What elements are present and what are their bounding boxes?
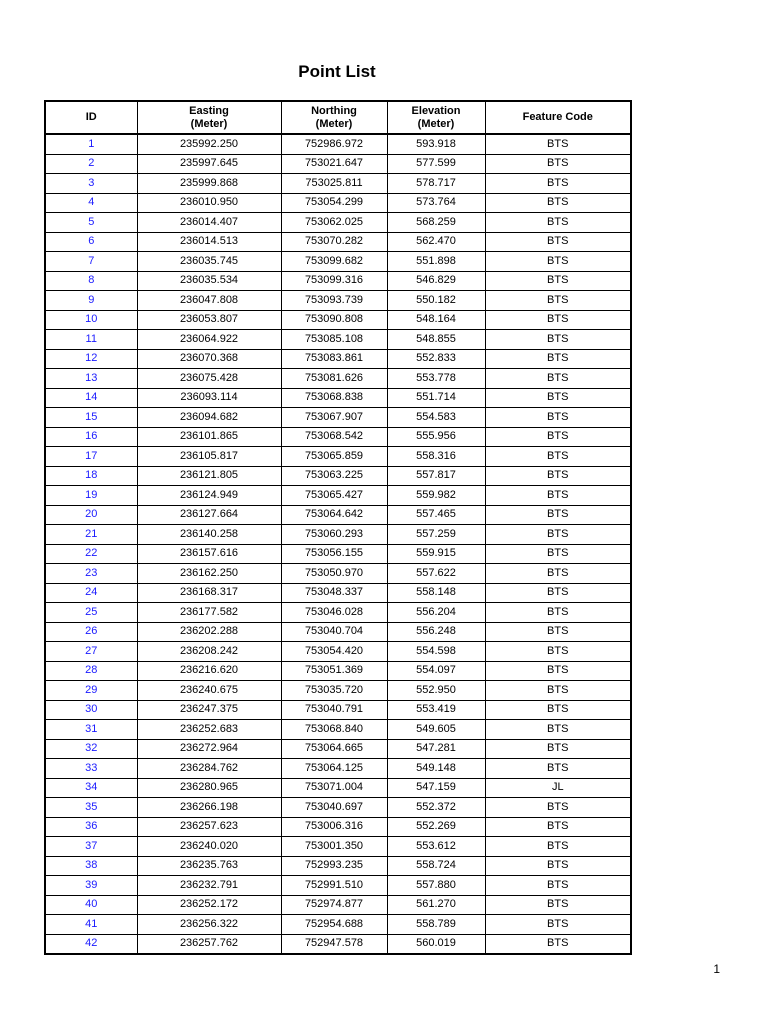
point-id-cell: 20 [45, 505, 137, 525]
table-row [45, 720, 631, 740]
easting-cell: 236256.322 [137, 915, 281, 935]
feature-code-cell: BTS [485, 310, 631, 330]
feature-code-cell: BTS [485, 349, 631, 369]
elevation-cell: 558.724 [387, 856, 485, 876]
easting-cell: 235997.645 [137, 154, 281, 174]
point-list-table [44, 100, 632, 955]
table-row [45, 525, 631, 545]
feature-code-cell: BTS [485, 291, 631, 311]
northing-cell: 753065.427 [281, 486, 387, 506]
header-northing-label: Northing [311, 104, 357, 117]
easting-cell: 236247.375 [137, 700, 281, 720]
point-id-cell: 37 [45, 837, 137, 857]
table-row [45, 427, 631, 447]
table-row [45, 583, 631, 603]
elevation-cell: 558.316 [387, 447, 485, 467]
easting-cell: 236121.805 [137, 466, 281, 486]
point-id-cell: 32 [45, 739, 137, 759]
elevation-cell: 547.281 [387, 739, 485, 759]
easting-cell: 236035.745 [137, 252, 281, 272]
feature-code-cell: BTS [485, 700, 631, 720]
northing-cell: 753040.704 [281, 622, 387, 642]
feature-code-cell: BTS [485, 154, 631, 174]
easting-cell: 236202.288 [137, 622, 281, 642]
point-id-cell: 26 [45, 622, 137, 642]
elevation-cell: 559.915 [387, 544, 485, 564]
easting-cell: 236177.582 [137, 603, 281, 623]
northing-cell: 753056.155 [281, 544, 387, 564]
elevation-cell: 551.898 [387, 252, 485, 272]
northing-cell: 753064.665 [281, 739, 387, 759]
elevation-cell: 552.950 [387, 681, 485, 701]
feature-code-cell: BTS [485, 603, 631, 623]
table-row [45, 134, 631, 154]
northing-cell: 752986.972 [281, 134, 387, 154]
table-row [45, 661, 631, 681]
northing-cell: 753081.626 [281, 369, 387, 389]
easting-cell: 235999.868 [137, 174, 281, 194]
point-id-cell: 1 [45, 134, 137, 154]
table-row [45, 739, 631, 759]
elevation-cell: 568.259 [387, 213, 485, 233]
feature-code-cell: BTS [485, 486, 631, 506]
elevation-cell: 552.833 [387, 349, 485, 369]
table-row [45, 447, 631, 467]
point-id-cell: 8 [45, 271, 137, 291]
table-row [45, 817, 631, 837]
point-id-cell: 41 [45, 915, 137, 935]
table-row [45, 915, 631, 935]
feature-code-cell: BTS [485, 915, 631, 935]
elevation-cell: 561.270 [387, 895, 485, 915]
elevation-cell: 578.717 [387, 174, 485, 194]
elevation-cell: 549.148 [387, 759, 485, 779]
feature-code-cell: BTS [485, 661, 631, 681]
easting-cell: 236257.623 [137, 817, 281, 837]
point-id-cell: 30 [45, 700, 137, 720]
header-feature-code-label: Feature Code [522, 111, 593, 123]
header-id-label: ID [85, 111, 97, 123]
table-row [45, 388, 631, 408]
point-id-cell: 38 [45, 856, 137, 876]
northing-cell: 752947.578 [281, 934, 387, 954]
feature-code-cell: BTS [485, 252, 631, 272]
northing-cell: 753025.811 [281, 174, 387, 194]
easting-cell: 236105.817 [137, 447, 281, 467]
point-id-cell: 21 [45, 525, 137, 545]
point-id-cell: 4 [45, 193, 137, 213]
feature-code-cell: BTS [485, 739, 631, 759]
easting-cell: 236280.965 [137, 778, 281, 798]
easting-cell: 236266.198 [137, 798, 281, 818]
point-id-cell: 17 [45, 447, 137, 467]
northing-cell: 753040.791 [281, 700, 387, 720]
table-row [45, 252, 631, 272]
northing-cell: 753035.720 [281, 681, 387, 701]
easting-cell: 236272.964 [137, 739, 281, 759]
header-id [45, 101, 137, 134]
northing-cell: 753090.808 [281, 310, 387, 330]
easting-cell: 236124.949 [137, 486, 281, 506]
table-row [45, 486, 631, 506]
elevation-cell: 553.419 [387, 700, 485, 720]
table-row [45, 856, 631, 876]
table-row [45, 232, 631, 252]
feature-code-cell: BTS [485, 681, 631, 701]
page-number: 1 [713, 962, 720, 976]
table-row [45, 213, 631, 233]
northing-cell: 753099.316 [281, 271, 387, 291]
feature-code-cell: BTS [485, 564, 631, 584]
point-id-cell: 11 [45, 330, 137, 350]
easting-cell: 236064.922 [137, 330, 281, 350]
northing-cell: 753085.108 [281, 330, 387, 350]
elevation-cell: 550.182 [387, 291, 485, 311]
elevation-cell: 556.248 [387, 622, 485, 642]
table-row [45, 778, 631, 798]
elevation-cell: 546.829 [387, 271, 485, 291]
point-id-cell: 2 [45, 154, 137, 174]
feature-code-cell: BTS [485, 544, 631, 564]
feature-code-cell: BTS [485, 876, 631, 896]
easting-cell: 236235.763 [137, 856, 281, 876]
table-row [45, 564, 631, 584]
easting-cell: 236208.242 [137, 642, 281, 662]
feature-code-cell: BTS [485, 427, 631, 447]
table-row [45, 408, 631, 428]
northing-cell: 753051.369 [281, 661, 387, 681]
point-id-cell: 40 [45, 895, 137, 915]
easting-cell: 236093.114 [137, 388, 281, 408]
table-body [45, 134, 631, 954]
feature-code-cell: BTS [485, 642, 631, 662]
feature-code-cell: BTS [485, 622, 631, 642]
elevation-cell: 557.880 [387, 876, 485, 896]
header-feature-code [485, 101, 631, 134]
easting-cell: 236252.172 [137, 895, 281, 915]
elevation-cell: 551.714 [387, 388, 485, 408]
table-row [45, 700, 631, 720]
point-id-cell: 34 [45, 778, 137, 798]
easting-cell: 236047.808 [137, 291, 281, 311]
table-row [45, 271, 631, 291]
elevation-cell: 555.956 [387, 427, 485, 447]
easting-cell: 236140.258 [137, 525, 281, 545]
northing-cell: 753064.125 [281, 759, 387, 779]
table-row [45, 642, 631, 662]
header-easting-unit: (Meter) [190, 117, 228, 130]
header-elevation-unit: (Meter) [417, 117, 455, 130]
elevation-cell: 548.164 [387, 310, 485, 330]
easting-cell: 236240.020 [137, 837, 281, 857]
point-id-cell: 6 [45, 232, 137, 252]
feature-code-cell: BTS [485, 759, 631, 779]
easting-cell: 236257.762 [137, 934, 281, 954]
feature-code-cell: BTS [485, 369, 631, 389]
feature-code-cell: BTS [485, 134, 631, 154]
table-row [45, 154, 631, 174]
easting-cell: 235992.250 [137, 134, 281, 154]
feature-code-cell: BTS [485, 798, 631, 818]
header-northing-unit: (Meter) [315, 117, 353, 130]
table-row [45, 603, 631, 623]
northing-cell: 753040.697 [281, 798, 387, 818]
northing-cell: 752954.688 [281, 915, 387, 935]
easting-cell: 236053.807 [137, 310, 281, 330]
northing-cell: 753099.682 [281, 252, 387, 272]
header-easting [137, 101, 281, 134]
northing-cell: 753083.861 [281, 349, 387, 369]
feature-code-cell: BTS [485, 174, 631, 194]
easting-cell: 236070.368 [137, 349, 281, 369]
elevation-cell: 554.598 [387, 642, 485, 662]
table-row [45, 369, 631, 389]
feature-code-cell: BTS [485, 817, 631, 837]
northing-cell: 753064.642 [281, 505, 387, 525]
easting-cell: 236162.250 [137, 564, 281, 584]
feature-code-cell: BTS [485, 856, 631, 876]
point-id-cell: 25 [45, 603, 137, 623]
elevation-cell: 548.855 [387, 330, 485, 350]
elevation-cell: 593.918 [387, 134, 485, 154]
easting-cell: 236101.865 [137, 427, 281, 447]
feature-code-cell: BTS [485, 525, 631, 545]
easting-cell: 236075.428 [137, 369, 281, 389]
feature-code-cell: BTS [485, 408, 631, 428]
elevation-cell: 558.789 [387, 915, 485, 935]
easting-cell: 236035.534 [137, 271, 281, 291]
point-id-cell: 3 [45, 174, 137, 194]
feature-code-cell: BTS [485, 837, 631, 857]
feature-code-cell: BTS [485, 447, 631, 467]
feature-code-cell: BTS [485, 720, 631, 740]
point-id-cell: 42 [45, 934, 137, 954]
easting-cell: 236127.664 [137, 505, 281, 525]
northing-cell: 753093.739 [281, 291, 387, 311]
point-id-cell: 7 [45, 252, 137, 272]
northing-cell: 753001.350 [281, 837, 387, 857]
northing-cell: 753070.282 [281, 232, 387, 252]
elevation-cell: 559.982 [387, 486, 485, 506]
point-id-cell: 29 [45, 681, 137, 701]
elevation-cell: 573.764 [387, 193, 485, 213]
northing-cell: 753054.420 [281, 642, 387, 662]
point-id-cell: 28 [45, 661, 137, 681]
point-id-cell: 16 [45, 427, 137, 447]
table-row [45, 193, 631, 213]
point-id-cell: 36 [45, 817, 137, 837]
northing-cell: 753050.970 [281, 564, 387, 584]
point-id-cell: 12 [45, 349, 137, 369]
elevation-cell: 549.605 [387, 720, 485, 740]
header-elevation-label: Elevation [411, 104, 461, 117]
point-id-cell: 13 [45, 369, 137, 389]
easting-cell: 236284.762 [137, 759, 281, 779]
table-row [45, 895, 631, 915]
table-row [45, 934, 631, 954]
northing-cell: 752974.877 [281, 895, 387, 915]
easting-cell: 236216.620 [137, 661, 281, 681]
table-row [45, 505, 631, 525]
elevation-cell: 557.817 [387, 466, 485, 486]
point-id-cell: 9 [45, 291, 137, 311]
northing-cell: 753067.907 [281, 408, 387, 428]
page-title: Point List [298, 62, 376, 81]
northing-cell: 753068.840 [281, 720, 387, 740]
table-row [45, 330, 631, 350]
elevation-cell: 553.778 [387, 369, 485, 389]
northing-cell: 753060.293 [281, 525, 387, 545]
table-header-row [45, 101, 631, 134]
point-id-cell: 19 [45, 486, 137, 506]
northing-cell: 753068.542 [281, 427, 387, 447]
point-id-cell: 10 [45, 310, 137, 330]
point-id-cell: 5 [45, 213, 137, 233]
northing-cell: 753046.028 [281, 603, 387, 623]
point-id-cell: 33 [45, 759, 137, 779]
feature-code-cell: BTS [485, 934, 631, 954]
header-elevation [387, 101, 485, 134]
elevation-cell: 558.148 [387, 583, 485, 603]
table-row [45, 544, 631, 564]
easting-cell: 236094.682 [137, 408, 281, 428]
easting-cell: 236157.616 [137, 544, 281, 564]
northing-cell: 752991.510 [281, 876, 387, 896]
northing-cell: 753065.859 [281, 447, 387, 467]
point-id-cell: 24 [45, 583, 137, 603]
table-row [45, 466, 631, 486]
northing-cell: 752993.235 [281, 856, 387, 876]
easting-cell: 236010.950 [137, 193, 281, 213]
elevation-cell: 552.372 [387, 798, 485, 818]
northing-cell: 753068.838 [281, 388, 387, 408]
elevation-cell: 547.159 [387, 778, 485, 798]
northing-cell: 753048.337 [281, 583, 387, 603]
northing-cell: 753006.316 [281, 817, 387, 837]
feature-code-cell: BTS [485, 505, 631, 525]
feature-code-cell: BTS [485, 583, 631, 603]
table-row [45, 759, 631, 779]
northing-cell: 753062.025 [281, 213, 387, 233]
point-id-cell: 35 [45, 798, 137, 818]
table-row [45, 291, 631, 311]
table-row [45, 837, 631, 857]
feature-code-cell: JL [485, 778, 631, 798]
point-id-cell: 27 [45, 642, 137, 662]
feature-code-cell: BTS [485, 193, 631, 213]
table-row [45, 622, 631, 642]
easting-cell: 236232.791 [137, 876, 281, 896]
header-easting-label: Easting [189, 104, 229, 117]
table-row [45, 681, 631, 701]
easting-cell: 236014.407 [137, 213, 281, 233]
point-id-cell: 31 [45, 720, 137, 740]
northing-cell: 753063.225 [281, 466, 387, 486]
elevation-cell: 554.583 [387, 408, 485, 428]
feature-code-cell: BTS [485, 388, 631, 408]
northing-cell: 753054.299 [281, 193, 387, 213]
table-row [45, 798, 631, 818]
point-id-cell: 18 [45, 466, 137, 486]
elevation-cell: 553.612 [387, 837, 485, 857]
table-row [45, 349, 631, 369]
elevation-cell: 557.622 [387, 564, 485, 584]
table-row [45, 310, 631, 330]
feature-code-cell: BTS [485, 895, 631, 915]
easting-cell: 236014.513 [137, 232, 281, 252]
point-id-cell: 22 [45, 544, 137, 564]
feature-code-cell: BTS [485, 213, 631, 233]
easting-cell: 236252.683 [137, 720, 281, 740]
elevation-cell: 560.019 [387, 934, 485, 954]
point-id-cell: 14 [45, 388, 137, 408]
easting-cell: 236240.675 [137, 681, 281, 701]
feature-code-cell: BTS [485, 466, 631, 486]
feature-code-cell: BTS [485, 271, 631, 291]
table-row [45, 174, 631, 194]
elevation-cell: 556.204 [387, 603, 485, 623]
elevation-cell: 552.269 [387, 817, 485, 837]
elevation-cell: 562.470 [387, 232, 485, 252]
easting-cell: 236168.317 [137, 583, 281, 603]
northing-cell: 753071.004 [281, 778, 387, 798]
feature-code-cell: BTS [485, 232, 631, 252]
feature-code-cell: BTS [485, 330, 631, 350]
elevation-cell: 577.599 [387, 154, 485, 174]
table-row [45, 876, 631, 896]
point-id-cell: 23 [45, 564, 137, 584]
elevation-cell: 554.097 [387, 661, 485, 681]
northing-cell: 753021.647 [281, 154, 387, 174]
elevation-cell: 557.465 [387, 505, 485, 525]
elevation-cell: 557.259 [387, 525, 485, 545]
point-id-cell: 39 [45, 876, 137, 896]
point-id-cell: 15 [45, 408, 137, 428]
header-northing [281, 101, 387, 134]
